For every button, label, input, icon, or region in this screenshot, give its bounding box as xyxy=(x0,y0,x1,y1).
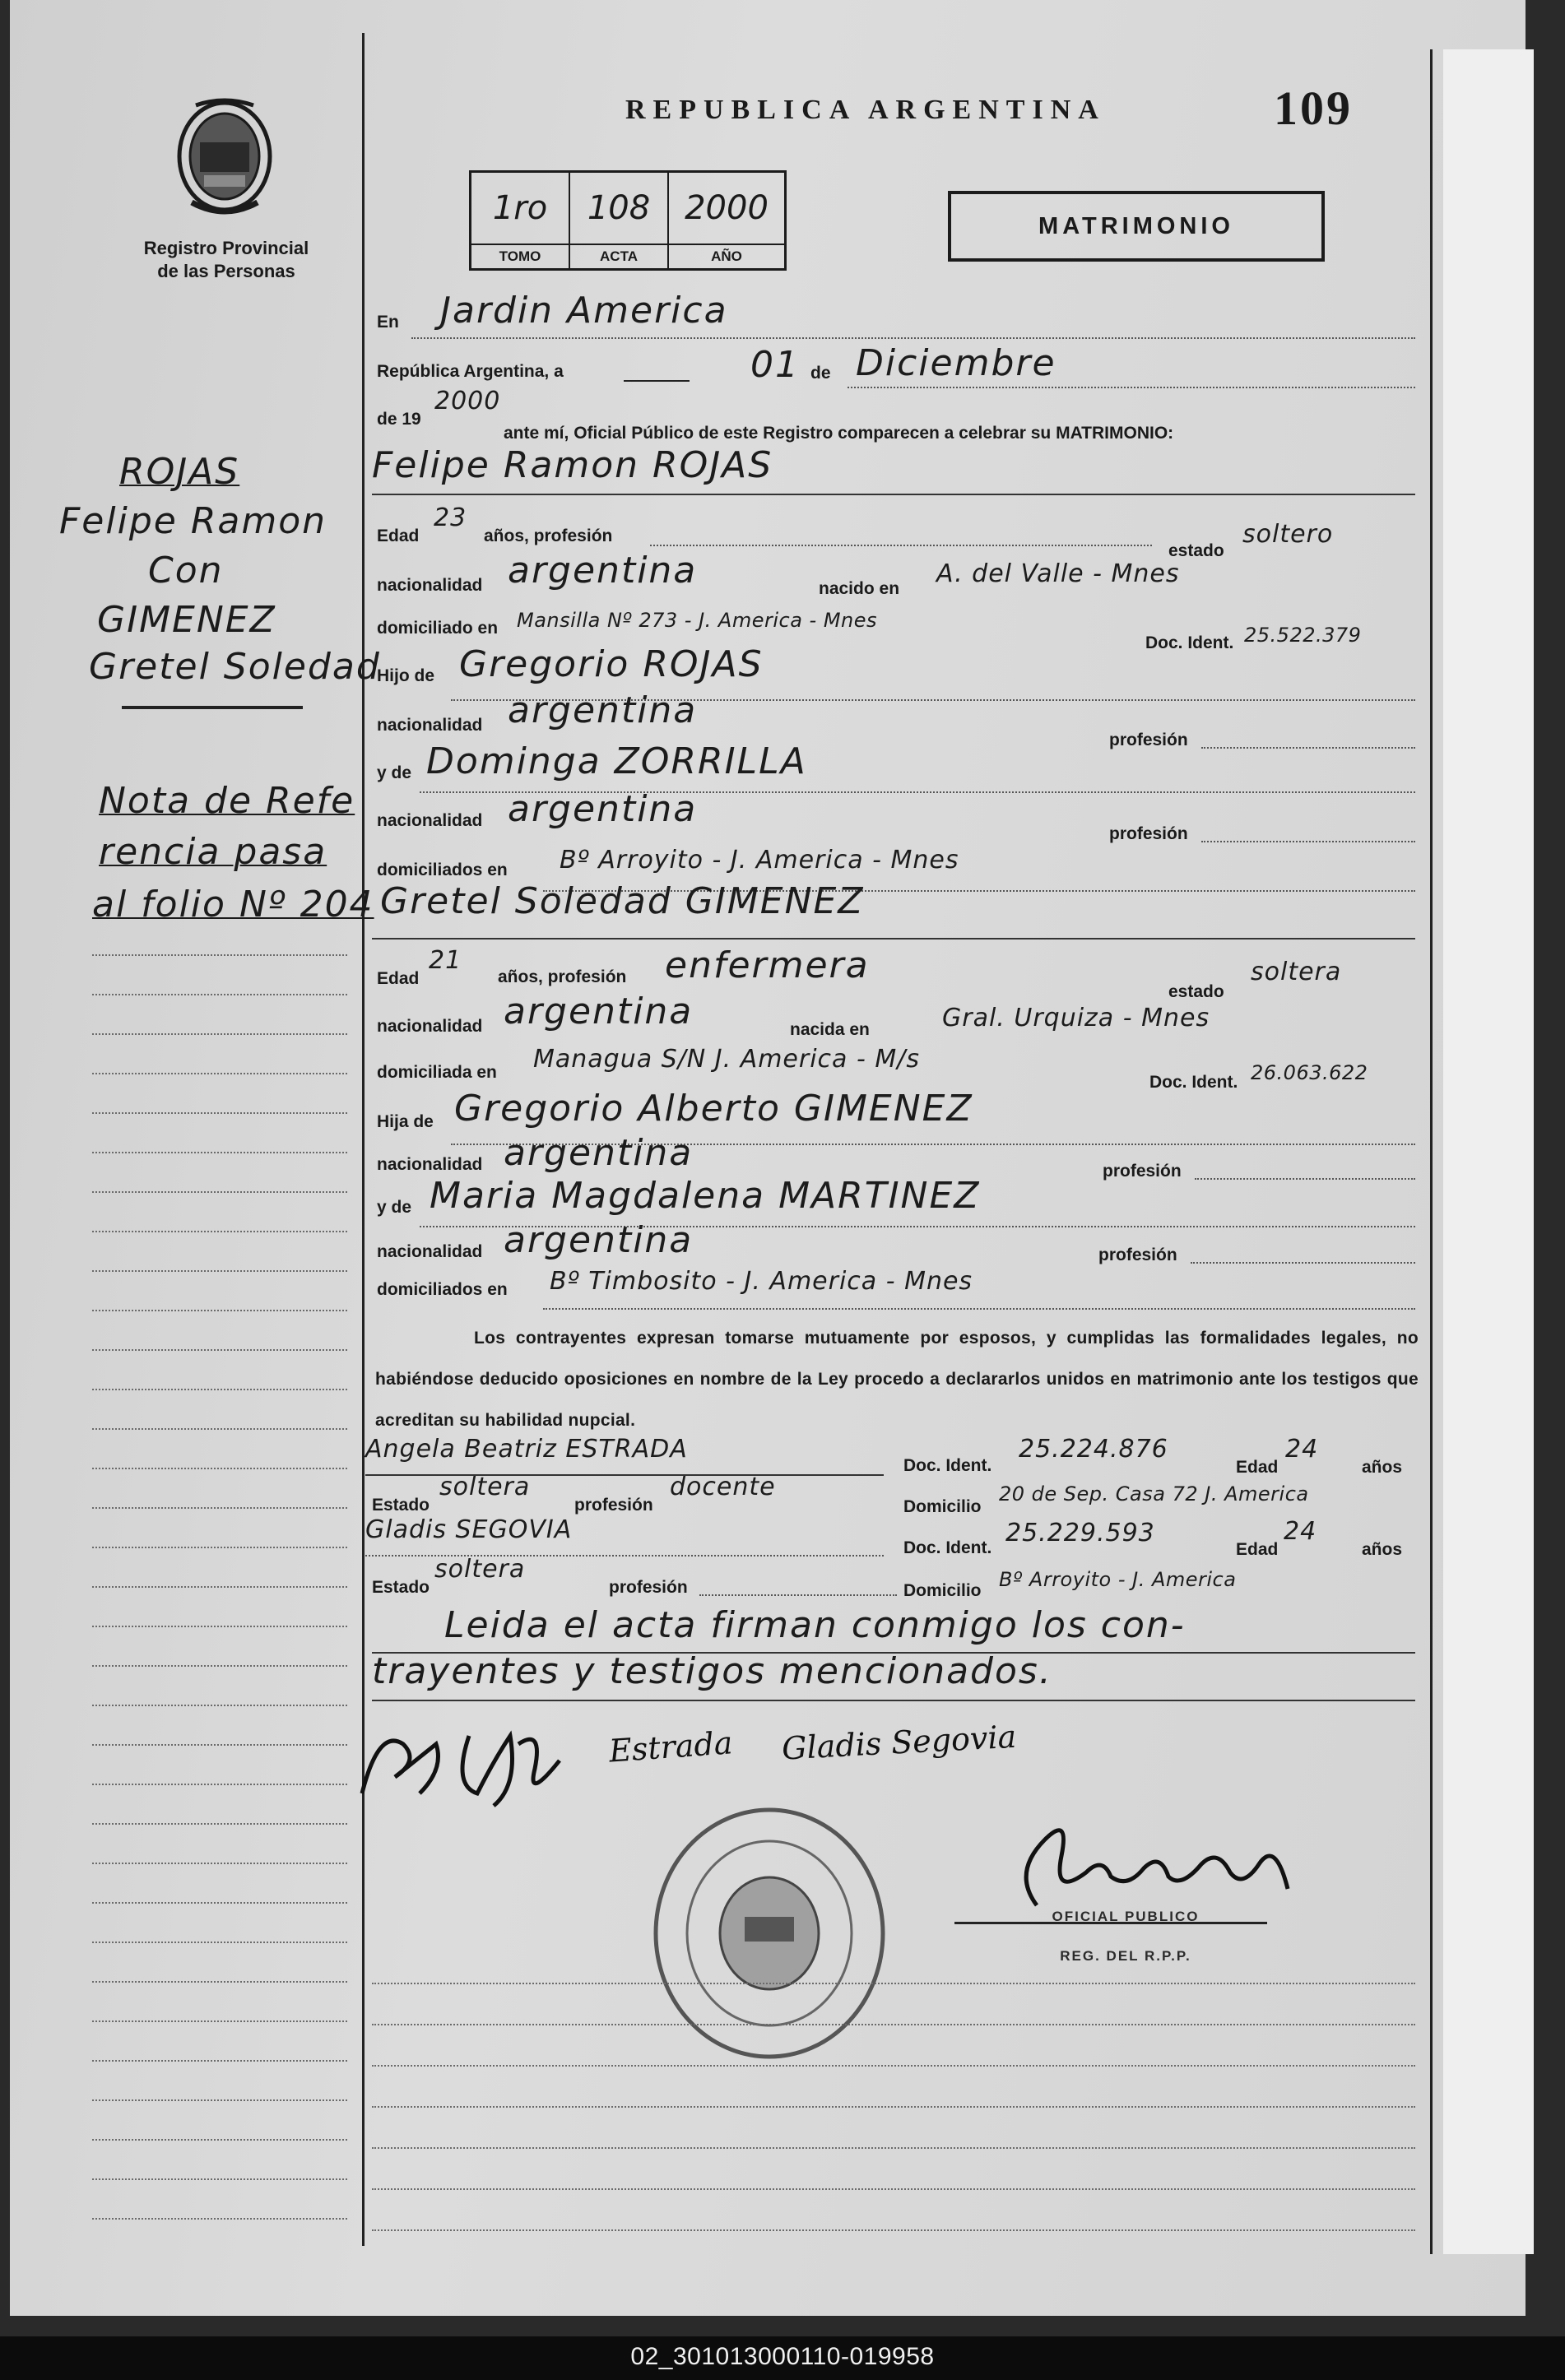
label-estado-bride: estado xyxy=(1168,982,1224,1001)
groom-nationality: argentina xyxy=(508,550,698,592)
label-edad-w2: Edad xyxy=(1236,1540,1279,1559)
witness-2-signature xyxy=(781,1718,1020,1782)
bride-name: Gretel Soledad GIMENEZ xyxy=(380,880,865,922)
label-edad-w1: Edad xyxy=(1236,1458,1279,1477)
groom-name: Felipe Ramon ROJAS xyxy=(372,444,773,486)
label-estado-w2: Estado xyxy=(372,1578,430,1597)
margin-rule xyxy=(92,1823,347,1825)
label-nacida-en: nacida en xyxy=(790,1020,870,1039)
right-border xyxy=(1430,49,1433,2254)
label-anos-w1: años xyxy=(1362,1458,1403,1477)
margin-rule xyxy=(92,994,347,995)
line-bride-mother-prof xyxy=(1191,1262,1415,1264)
groom-parents-address: Bº Arroyito - J. America - Mnes xyxy=(560,846,959,875)
bride-status: soltera xyxy=(1251,958,1342,986)
margin-reference-line-3: al folio Nº 204 xyxy=(92,884,374,926)
label-hijo-de: Hijo de xyxy=(377,666,435,685)
margin-rule xyxy=(92,1231,347,1232)
margin-note-separator xyxy=(122,706,303,709)
line-bride-name xyxy=(372,938,1415,939)
anio-label: AÑO xyxy=(669,244,784,268)
line-profession xyxy=(650,545,1152,546)
label-nacionalidad: nacionalidad xyxy=(377,576,483,595)
act-place: Jardin America xyxy=(440,290,728,332)
witness-2-signature-text: Gladis Segovia xyxy=(781,1718,1018,1767)
blank-rule xyxy=(372,2147,1415,2149)
margin-rule xyxy=(92,1468,347,1469)
line-groom-name xyxy=(372,494,1415,495)
margin-rule xyxy=(92,1033,347,1035)
groom-birthplace: A. del Valle - Mnes xyxy=(936,559,1180,588)
label-nacionalidad-bride-father: nacionalidad xyxy=(377,1155,483,1174)
label-domiciliados: domiciliados en xyxy=(377,861,508,879)
tomo-acta-anio-box xyxy=(469,170,787,271)
label-domicilio-w1: Domicilio xyxy=(903,1497,982,1516)
label-domiciliados-bride: domiciliados en xyxy=(377,1280,508,1299)
margin-rule xyxy=(92,2060,347,2062)
witness-1-address: 20 de Sep. Casa 72 J. America xyxy=(999,1482,1309,1505)
margin-rule xyxy=(92,1547,347,1548)
groom-address: Mansilla Nº 273 - J. America - Mnes xyxy=(517,609,878,632)
tomo-label: TOMO xyxy=(471,244,569,268)
registry-stamp-seal xyxy=(650,1802,889,2065)
tomo-cell xyxy=(471,173,570,268)
margin-note-given-groom: Felipe Ramon xyxy=(59,500,327,542)
act-month: Diciembre xyxy=(856,342,1056,384)
witness-1-status: soltera xyxy=(439,1473,531,1501)
groom-mother: Dominga ZORRILLA xyxy=(426,740,807,782)
registry-title-line-2: de las Personas xyxy=(157,261,295,281)
label-nacionalidad-bride-mother: nacionalidad xyxy=(377,1242,483,1261)
label-y-de: y de xyxy=(377,763,412,782)
label-en: En xyxy=(377,313,399,332)
margin-rule xyxy=(92,2020,347,2022)
groom-status: soltero xyxy=(1242,520,1334,549)
tomo-value: 1ro xyxy=(492,189,548,227)
label-doc-ident-bride: Doc. Ident. xyxy=(1149,1073,1238,1092)
blank-rule xyxy=(372,2229,1415,2231)
margin-rule xyxy=(92,2139,347,2141)
bride-mother-nationality: argentina xyxy=(504,1219,694,1261)
blank-rule xyxy=(372,2065,1415,2067)
label-domiciliada: domiciliada en xyxy=(377,1063,497,1082)
groom-father-nationality: argentina xyxy=(508,689,698,731)
line-bride-father-prof xyxy=(1195,1178,1415,1180)
registry-title-line-1: Registro Provincial xyxy=(143,238,309,258)
official-signature xyxy=(1004,1807,1300,1914)
groom-doc: 25.522.379 xyxy=(1244,624,1362,647)
bride-doc: 26.063.622 xyxy=(1251,1061,1368,1084)
witness-2-age: 24 xyxy=(1284,1517,1317,1546)
official-role: OFICIAL PUBLICO xyxy=(1052,1909,1200,1924)
closing-line-1: Leida el acta firman conmigo los con- xyxy=(444,1604,1186,1646)
label-republica: República Argentina, a xyxy=(377,362,564,381)
groom-age: 23 xyxy=(434,503,467,532)
declaration-body: Los contrayentes expresan tomarse mutuamente por esposos, y cumplidas las formalidades legales, no habiéndose deducido oposiciones en nombre de la Ley procedo a declararlos unidos en matrimonio ante los testigos que acreditan su habilidad nupcial. xyxy=(375,1329,1419,1430)
margin-note-con: Con xyxy=(148,550,224,592)
witness-2-status: soltera xyxy=(434,1555,526,1584)
margin-rule xyxy=(92,1112,347,1114)
label-profesion-w1: profesión xyxy=(574,1496,653,1515)
witness-1-signature-text: Estrada xyxy=(607,1724,734,1770)
label-profesion-mother: profesión xyxy=(1109,824,1188,843)
country-title: REPUBLICA ARGENTINA xyxy=(625,95,1106,125)
margin-note-surname-bride: GIMENEZ xyxy=(97,599,276,641)
margin-rule xyxy=(92,2178,347,2180)
witness-1-signature xyxy=(607,1724,765,1785)
label-nacido-en: nacido en xyxy=(819,579,900,598)
margin-rule xyxy=(92,1428,347,1430)
witness-1-doc: 25.224.876 xyxy=(1019,1435,1168,1464)
margin-rule xyxy=(92,1626,347,1627)
official-sub: REG. DEL R.P.P. xyxy=(1060,1948,1191,1964)
margin-rule xyxy=(92,1744,347,1746)
margin-rule xyxy=(92,1270,347,1272)
margin-rule xyxy=(92,1507,347,1509)
label-y-de-bride: y de xyxy=(377,1198,412,1217)
margin-note-surname-groom: ROJAS xyxy=(119,451,240,493)
margin-rule xyxy=(92,1073,347,1074)
blank-rule xyxy=(372,2188,1415,2190)
anio-cell xyxy=(669,173,784,268)
label-doc-ident-w2: Doc. Ident. xyxy=(903,1538,992,1557)
witness-1-age: 24 xyxy=(1285,1435,1319,1464)
margin-reference-line-1: Nota de Refe xyxy=(99,780,355,822)
label-domiciliado: domiciliado en xyxy=(377,619,499,638)
margin-rule xyxy=(92,954,347,956)
witness-2-name: Gladis SEGOVIA xyxy=(365,1515,573,1544)
footer-id: 02_301013000110-019958 xyxy=(630,2343,935,2370)
label-de-19: de 19 xyxy=(377,410,421,429)
act-day: 01 xyxy=(750,344,800,386)
witness-1-profession: docente xyxy=(670,1473,776,1501)
acta-label: ACTA xyxy=(570,244,667,268)
margin-rule xyxy=(92,1942,347,1943)
margin-rule xyxy=(92,1665,347,1667)
bride-age: 21 xyxy=(429,946,462,975)
label-hija-de: Hija de xyxy=(377,1112,434,1131)
blank-rule xyxy=(372,1983,1415,1984)
line-bride-parents-address xyxy=(543,1308,1415,1310)
label-nacionalidad-father: nacionalidad xyxy=(377,716,483,735)
margin-rule xyxy=(92,1705,347,1706)
act-type-box: MATRIMONIO xyxy=(948,191,1325,262)
bride-parents-address: Bº Timbosito - J. America - Mnes xyxy=(550,1267,973,1296)
label-anos-profesion-bride: años, profesión xyxy=(498,967,627,986)
label-estado-w1: Estado xyxy=(372,1496,430,1515)
label-doc-ident: Doc. Ident. xyxy=(1145,633,1234,652)
label-anos-w2: años xyxy=(1362,1540,1403,1559)
label-profesion-father: profesión xyxy=(1109,731,1188,749)
label-edad-bride: Edad xyxy=(377,969,420,988)
margin-rule xyxy=(92,1310,347,1311)
label-estado: estado xyxy=(1168,541,1224,560)
line-blank xyxy=(624,380,690,382)
province-crest-icon xyxy=(171,97,278,220)
label-domicilio-w2: Domicilio xyxy=(903,1581,982,1600)
bride-father: Gregorio Alberto GIMENEZ xyxy=(454,1088,973,1130)
label-nacionalidad-bride: nacionalidad xyxy=(377,1017,483,1036)
label-anos-profesion: años, profesión xyxy=(484,527,613,545)
line-father-prof xyxy=(1201,747,1415,749)
label-doc-ident-w1: Doc. Ident. xyxy=(903,1456,992,1475)
margin-rule xyxy=(92,1586,347,1588)
witness-1-name: Angela Beatriz ESTRADA xyxy=(365,1435,688,1464)
bride-birthplace: Gral. Urquiza - Mnes xyxy=(942,1004,1210,1032)
margin-rule xyxy=(92,2218,347,2220)
bride-address: Managua S/N J. America - M/s xyxy=(533,1045,920,1074)
margin-rule xyxy=(92,1902,347,1904)
line-month xyxy=(848,387,1415,388)
bride-profession: enfermera xyxy=(665,944,870,986)
label-profesion-w2: profesión xyxy=(609,1578,688,1597)
label-edad: Edad xyxy=(377,527,420,545)
label-profesion-bride-mother: profesión xyxy=(1098,1246,1177,1264)
declaration-text xyxy=(375,1318,1419,1441)
margin-note-given-bride: Gretel Soledad xyxy=(89,646,381,688)
margin-rule xyxy=(92,1152,347,1153)
margin-reference-line-2: rencia pasa xyxy=(99,831,327,873)
closing-line-2: trayentes y testigos mencionados. xyxy=(372,1650,1052,1692)
line-w2-prof xyxy=(699,1594,897,1596)
anio-value: 2000 xyxy=(685,189,769,227)
label-ante-mi: ante mí, Oficial Público de este Registro comparecen a celebrar su MATRIMONIO: xyxy=(504,424,1174,443)
acta-value: 108 xyxy=(587,189,651,227)
margin-rule xyxy=(92,1981,347,1983)
blank-rule xyxy=(372,2024,1415,2025)
bride-nationality: argentina xyxy=(504,991,694,1032)
margin-rule xyxy=(92,1191,347,1193)
line-place xyxy=(411,337,1415,339)
registry-title xyxy=(107,237,346,283)
line-closing-2 xyxy=(372,1700,1415,1701)
witness-2-doc: 25.229.593 xyxy=(1005,1519,1155,1547)
blank-rule xyxy=(372,2106,1415,2108)
acta-cell xyxy=(570,173,669,268)
line-mother-prof xyxy=(1201,841,1415,842)
label-nacionalidad-mother: nacionalidad xyxy=(377,811,483,830)
bride-father-nationality: argentina xyxy=(504,1132,694,1174)
folio-number: 109 xyxy=(1274,81,1353,135)
act-year: 2000 xyxy=(434,387,501,415)
page-edge xyxy=(1443,49,1534,2254)
margin-rule xyxy=(92,1784,347,1785)
label-profesion-bride-father: profesión xyxy=(1103,1162,1182,1181)
groom-signature xyxy=(346,1711,592,1810)
label-de-month: de xyxy=(810,364,831,383)
groom-mother-nationality: argentina xyxy=(508,788,698,830)
bride-mother: Maria Magdalena MARTINEZ xyxy=(430,1175,981,1217)
margin-rule xyxy=(92,1389,347,1390)
margin-rule xyxy=(92,2099,347,2101)
margin-rule xyxy=(92,1863,347,1864)
witness-2-address: Bº Arroyito - J. America xyxy=(999,1568,1237,1591)
column-divider xyxy=(362,33,365,2246)
margin-rule xyxy=(92,1349,347,1351)
groom-father: Gregorio ROJAS xyxy=(459,643,764,685)
